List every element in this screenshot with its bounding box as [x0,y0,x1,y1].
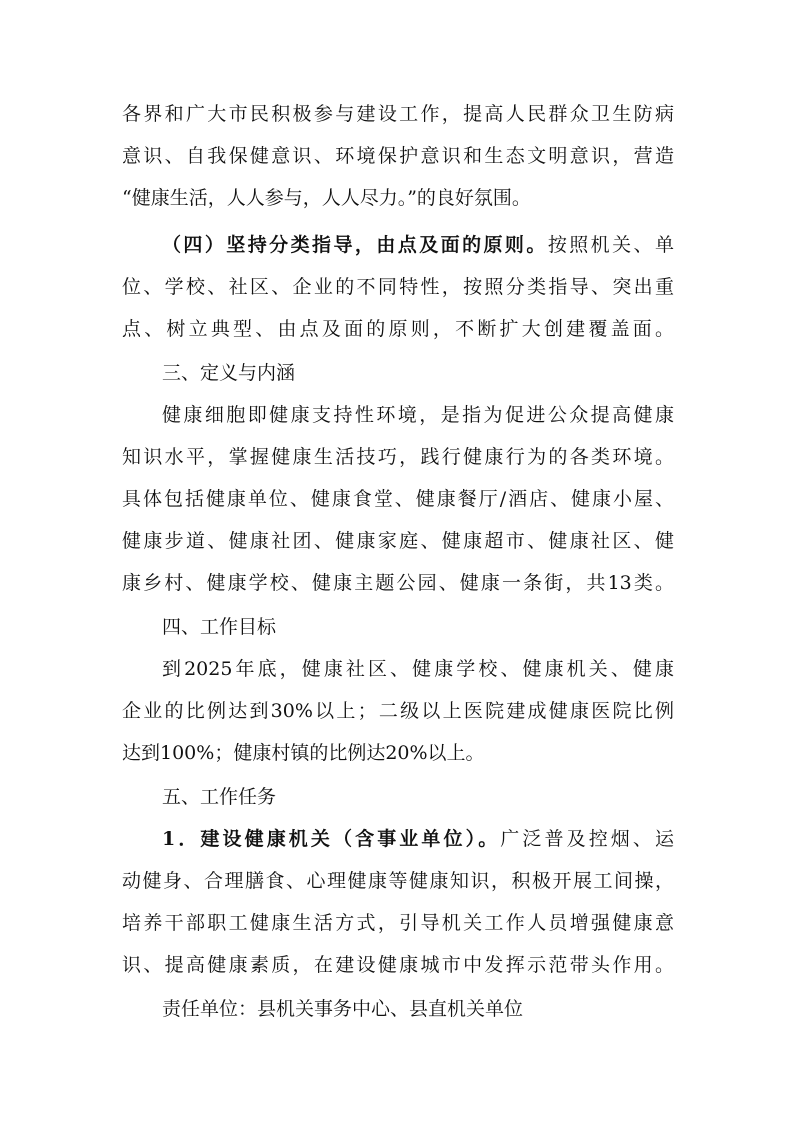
principle-four-text: 按照机关、单 [547,234,674,256]
paragraph-line: 动健身、合理膳食、心理健康等健康知识，积极开展工间操， [122,870,674,892]
paragraph-line: 培养干部职工健康生活方式，引导机关工作人员增强健康意 [122,912,674,934]
paragraph-line: 各界和广大市民积极参与建设工作，提高人民群众卫生防病 [122,103,674,125]
paragraph-line: 具体包括健康单位、健康食堂、健康餐厅/酒店、健康小屋、 [122,488,674,510]
paragraph-line: 企业的比例达到30%以上；二级以上医院建成健康医院比例 [122,700,674,722]
task-one-text: 广泛普及控烟、运 [500,828,674,850]
paragraph-line: 位、学校、社区、企业的不同特性，按照分类指导、突出重 [122,276,674,298]
principle-four-line [162,227,674,263]
principle-four-heading: （四）坚持分类指导，由点及面的原则。 [162,234,548,256]
section-heading-tasks: 五、工作任务 [162,786,277,808]
section-heading-definition: 三、定义与内涵 [162,362,296,384]
paragraph-line: 意识、自我保健意识、环境保护意识和生态文明意识，营造 [122,145,674,167]
paragraph-line: 识、提高健康素质，在建设健康城市中发挥示范带头作用。 [122,954,674,976]
paragraph-line: 知识水平，掌握健康生活技巧，践行健康行为的各类环境。 [122,446,674,468]
paragraph-line: 到2025年底，健康社区、健康学校、健康机关、健康 [162,658,674,680]
paragraph-line: 点、树立典型、由点及面的原则，不断扩大创建覆盖面。 [122,318,674,340]
responsibility-units: 责任单位：县机关事务中心、县直机关单位 [162,998,524,1020]
paragraph-line: 健康细胞即健康支持性环境，是指为促进公众提高健康 [162,404,674,426]
task-one-line [162,821,674,857]
task-one-heading: 1．建设健康机关（含事业单位）。 [162,828,501,850]
paragraph-line: 达到100%；健康村镇的比例达20%以上。 [122,742,485,764]
section-heading-goals: 四、工作目标 [162,616,277,638]
paragraph-line: “健康生活，人人参与，人人尽力。”的良好氛围。 [122,187,531,209]
paragraph-line: 健康步道、健康社团、健康家庭、健康超市、健康社区、健 [122,530,674,552]
paragraph-line: 康乡村、健康学校、健康主题公园、健康一条街，共13类。 [122,572,674,594]
